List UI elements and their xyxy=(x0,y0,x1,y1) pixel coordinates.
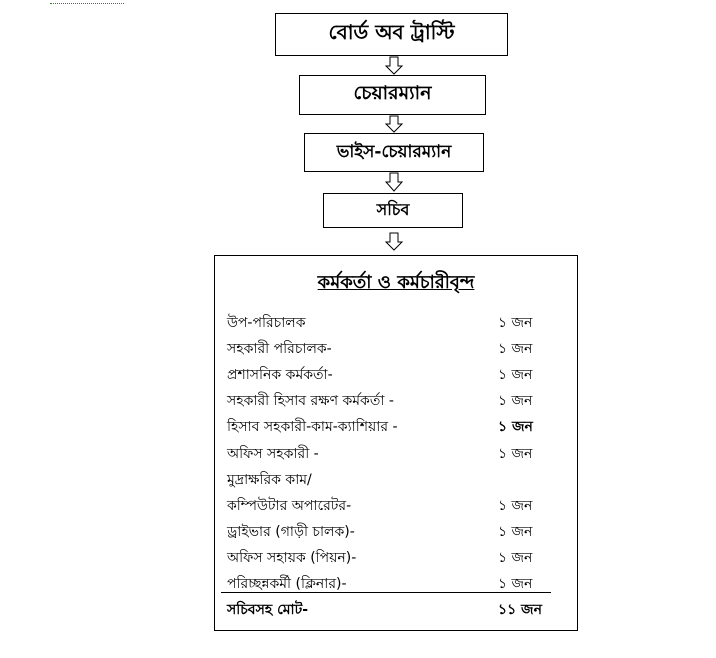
secretary-box xyxy=(323,193,463,228)
board-of-trustees-label: বোর্ড অব ট্রাস্টি xyxy=(328,20,455,44)
staff-row-label: প্রশাসনিক কর্মকর্তা- xyxy=(227,367,333,383)
staff-row-label: অফিস সহকারী - xyxy=(227,446,319,462)
staff-row xyxy=(227,442,567,466)
chairman-box xyxy=(299,75,486,115)
chairman-label: চেয়ারম্যান xyxy=(353,82,432,104)
staff-row-label: উপ-পরিচালক xyxy=(227,315,306,331)
staff-row xyxy=(227,468,567,492)
staff-row xyxy=(227,311,567,335)
staff-row xyxy=(227,494,567,518)
down-arrow-icon xyxy=(384,115,404,134)
down-arrow-icon xyxy=(384,56,404,76)
staff-row xyxy=(227,415,567,439)
staff-row-count: ১ জন xyxy=(498,315,533,331)
staff-row-count: ১ জন xyxy=(498,341,533,357)
staff-title: কর্মকর্তা ও কর্মচারীবৃন্দ xyxy=(317,272,475,293)
staff-row xyxy=(227,337,567,361)
staff-row-label: অফিস সহায়ক (পিয়ন)- xyxy=(227,550,357,566)
staff-row-label: হিসাব সহকারী-কাম-ক্যাশিয়ার - xyxy=(227,419,398,435)
total-label: সচিবসহ মোট- xyxy=(227,602,309,618)
staff-row xyxy=(227,520,567,544)
vice-chairman-label: ভাইস-চেয়ারম্যান xyxy=(336,141,452,162)
staff-row-label: মুদ্রাক্ষরিক কাম/ xyxy=(227,472,312,488)
staff-row-count: ১ জন xyxy=(498,550,533,566)
staff-row-count: ১ জন xyxy=(498,498,533,514)
top-squiggle xyxy=(50,0,124,4)
staff-row xyxy=(227,546,567,570)
total-count: ১১ জন xyxy=(498,602,542,618)
staff-row-count: ১ জন xyxy=(498,576,533,592)
staff-row-count: ১ জন xyxy=(498,367,533,383)
staff-row xyxy=(227,389,567,413)
staff-row-label: কম্পিউটার অপারেটর- xyxy=(227,498,352,514)
secretary-label: সচিব xyxy=(376,200,410,219)
down-arrow-icon xyxy=(384,232,404,252)
staff-row-label: পরিচ্ছন্নকর্মী (ক্লিনার)- xyxy=(227,576,347,592)
staff-row-count: ১ জন xyxy=(498,419,533,435)
staff-box xyxy=(214,255,578,631)
staff-row-count: ১ জন xyxy=(498,524,533,540)
staff-row-label: সহকারী পরিচালক- xyxy=(227,341,332,357)
staff-row xyxy=(227,363,567,387)
staff-row-label: সহকারী হিসাব রক্ষণ কর্মকর্তা - xyxy=(227,393,394,409)
staff-row-label: ড্রাইভার (গাড়ী চালক)- xyxy=(227,524,355,540)
staff-row-count: ১ জন xyxy=(498,393,533,409)
vice-chairman-box xyxy=(304,133,484,172)
total-divider xyxy=(221,592,551,593)
down-arrow-icon xyxy=(384,172,404,193)
total-row xyxy=(227,598,567,622)
staff-row-count: ১ জন xyxy=(498,446,533,462)
board-of-trustees-box xyxy=(275,13,508,56)
